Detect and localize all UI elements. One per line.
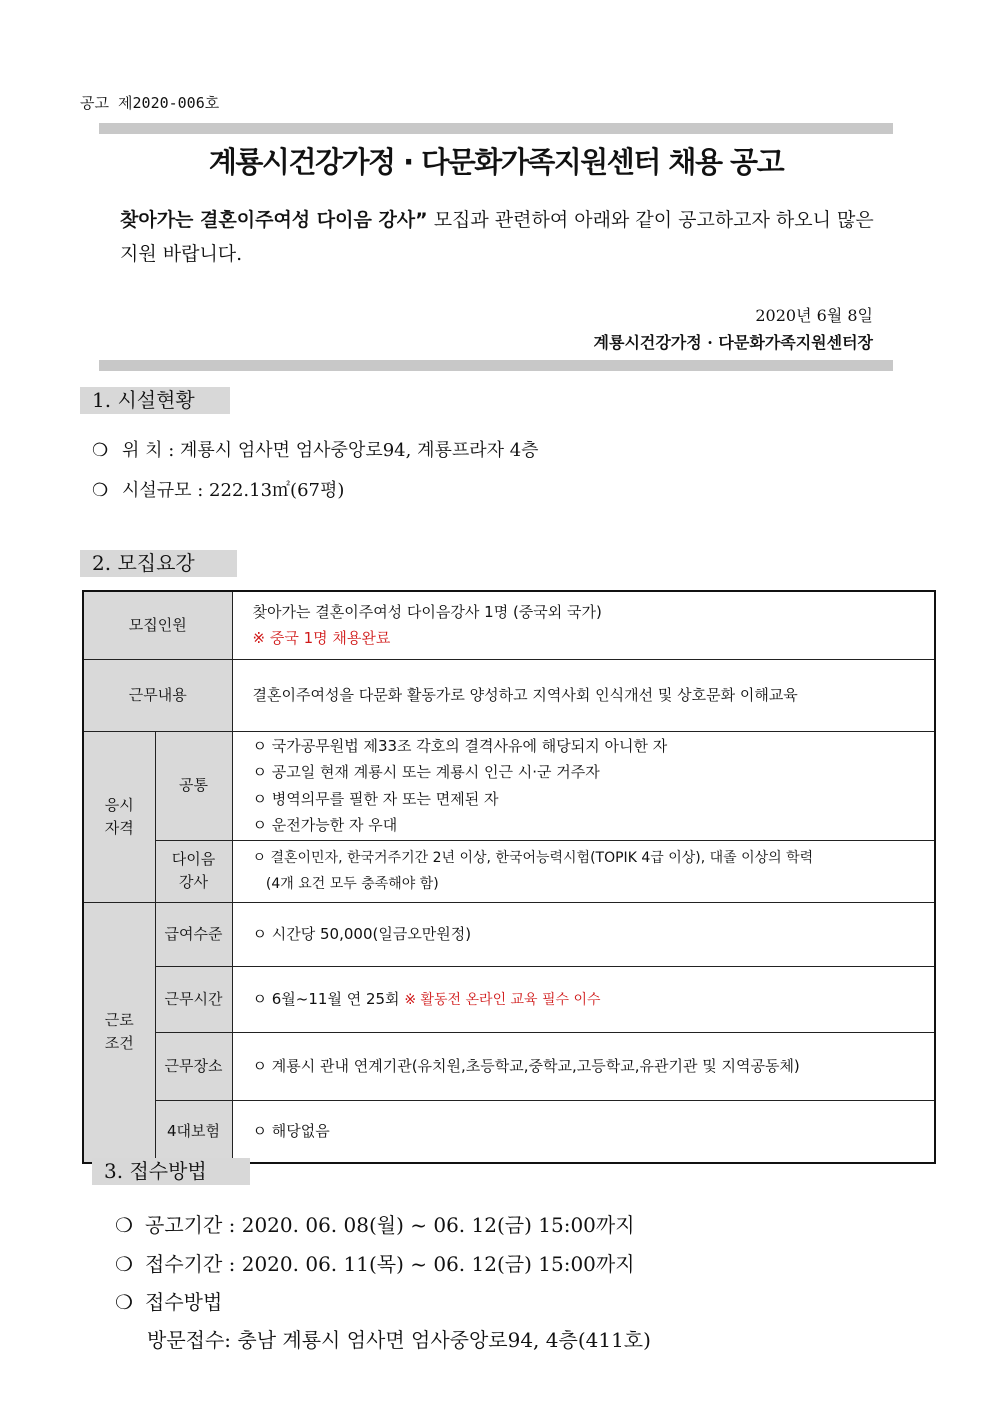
intro-text: 모집과 관련하여 아래와 같이 공고하고자 하오니 많은 지원 바랍니다. [120, 209, 874, 265]
hours-note: ※ 활동전 온라인 교육 필수 이수 [404, 991, 601, 1008]
bottom-divider [99, 360, 893, 371]
work-label: 근무내용 [83, 659, 232, 731]
place-value: ㅇ 계룡시 관내 연계기관(유치원,초등학교,중학교,고등학교,유관기관 및 지역공동체) [232, 1032, 935, 1100]
table-row [83, 1032, 935, 1100]
application-method-text: 접수방법 [145, 1290, 223, 1314]
hours-value: ㅇ 6월~11월 연 25회 [252, 989, 405, 1008]
facility-location-text: 위 치 : 계룡시 엄사면 엄사중앙로94, 계룡프라자 4층 [122, 440, 539, 461]
section3-heading: 3. 접수방법 [92, 1158, 250, 1185]
notice-number: 공고 제2020-006호 [80, 94, 220, 112]
recruitment-table [82, 590, 936, 1164]
table-row [83, 966, 935, 1032]
work-value: 결혼이주여성을 다문화 활동가로 양성하고 지역사회 인식개선 및 상호문화 이해교육 [232, 659, 935, 731]
circle-bullet-icon: ❍ [115, 1213, 133, 1237]
section1-heading: 1. 시설현황 [80, 387, 230, 414]
salary-label: 급여수준 [155, 902, 232, 966]
common-label: 공통 [155, 731, 232, 840]
application-period-text: 접수기간 : 2020. 06. 11(목) ~ 06. 12(금) 15:00까지 [145, 1252, 635, 1276]
facility-size-text: 시설규모 : 222.13㎡(67평) [122, 480, 345, 501]
insurance-value: ㅇ 해당없음 [232, 1100, 935, 1163]
recruit-value: 찾아가는 결혼이주여성 다이음강사 1명 (중국외 국가) [252, 603, 602, 622]
list-item: ㅇ 공고일 현재 계룡시 또는 계룡시 인근 시·군 거주자 [252, 763, 600, 781]
daieum-label: 다이음 강사 [155, 840, 232, 902]
facility-size [92, 476, 344, 502]
intro-paragraph [120, 203, 880, 271]
signer: 계룡시건강가정 · 다문화가족지원센터장 [593, 333, 873, 352]
circle-bullet-icon: ❍ [115, 1290, 133, 1314]
table-row [83, 902, 935, 966]
application-method [115, 1286, 222, 1315]
circle-bullet-icon: ❍ [115, 1252, 133, 1276]
salary-value: ㅇ 시간당 50,000(일금오만원정) [232, 902, 935, 966]
qualification-label: 응시 자격 [83, 731, 155, 902]
list-item: ㅇ 국가공무원법 제33조 각호의 결격사유에 해당되지 아니한 자 [252, 736, 668, 755]
announcement-date: 2020년 6월 8일 [755, 306, 873, 325]
top-divider [99, 123, 893, 134]
place-label: 근무장소 [155, 1032, 232, 1100]
table-row [83, 1100, 935, 1163]
list-item: ㅇ 운전가능한 자 우대 [252, 816, 398, 834]
conditions-label: 근로 조건 [83, 902, 155, 1163]
recruit-label: 모집인원 [83, 591, 232, 659]
hours-cell [232, 966, 935, 1032]
facility-location [92, 436, 539, 462]
posting-period-text: 공고기간 : 2020. 06. 08(월) ~ 06. 12(금) 15:00까지 [145, 1213, 635, 1237]
page-title: 계룡시건강가정 · 다문화가족지원센터 채용 공고 [208, 145, 784, 179]
circle-bullet-icon: ❍ [92, 440, 109, 461]
recruit-note: ※ 중국 1명 채용완료 [252, 629, 391, 648]
list-item: (4개 요건 모두 충족해야 함) [252, 876, 439, 892]
list-item: ㅇ 결혼이민자, 한국거주기간 2년 이상, 한국어능력시험(TOPIK 4급 이상), 대졸 이상의 학력 [252, 850, 814, 866]
recruit-cell [232, 591, 935, 659]
table-row [83, 840, 935, 902]
intro-bold-text: 찾아가는 결혼이주여성 다이음 강사” [120, 209, 428, 231]
table-row [83, 659, 935, 731]
insurance-label: 4대보험 [155, 1100, 232, 1163]
list-item: ㅇ 병역의무를 필한 자 또는 면제된 자 [252, 789, 499, 808]
table-row [83, 591, 935, 659]
visit-application: 방문접수: 충남 계룡시 엄사면 엄사중앙로94, 4층(411호) [147, 1328, 651, 1352]
posting-period [115, 1209, 635, 1238]
table-row [83, 731, 935, 840]
section2-heading: 2. 모집요강 [80, 550, 237, 577]
daieum-cell [232, 840, 935, 902]
circle-bullet-icon: ❍ [92, 480, 109, 501]
application-period [115, 1248, 635, 1277]
common-cell [232, 731, 935, 840]
hours-label: 근무시간 [155, 966, 232, 1032]
